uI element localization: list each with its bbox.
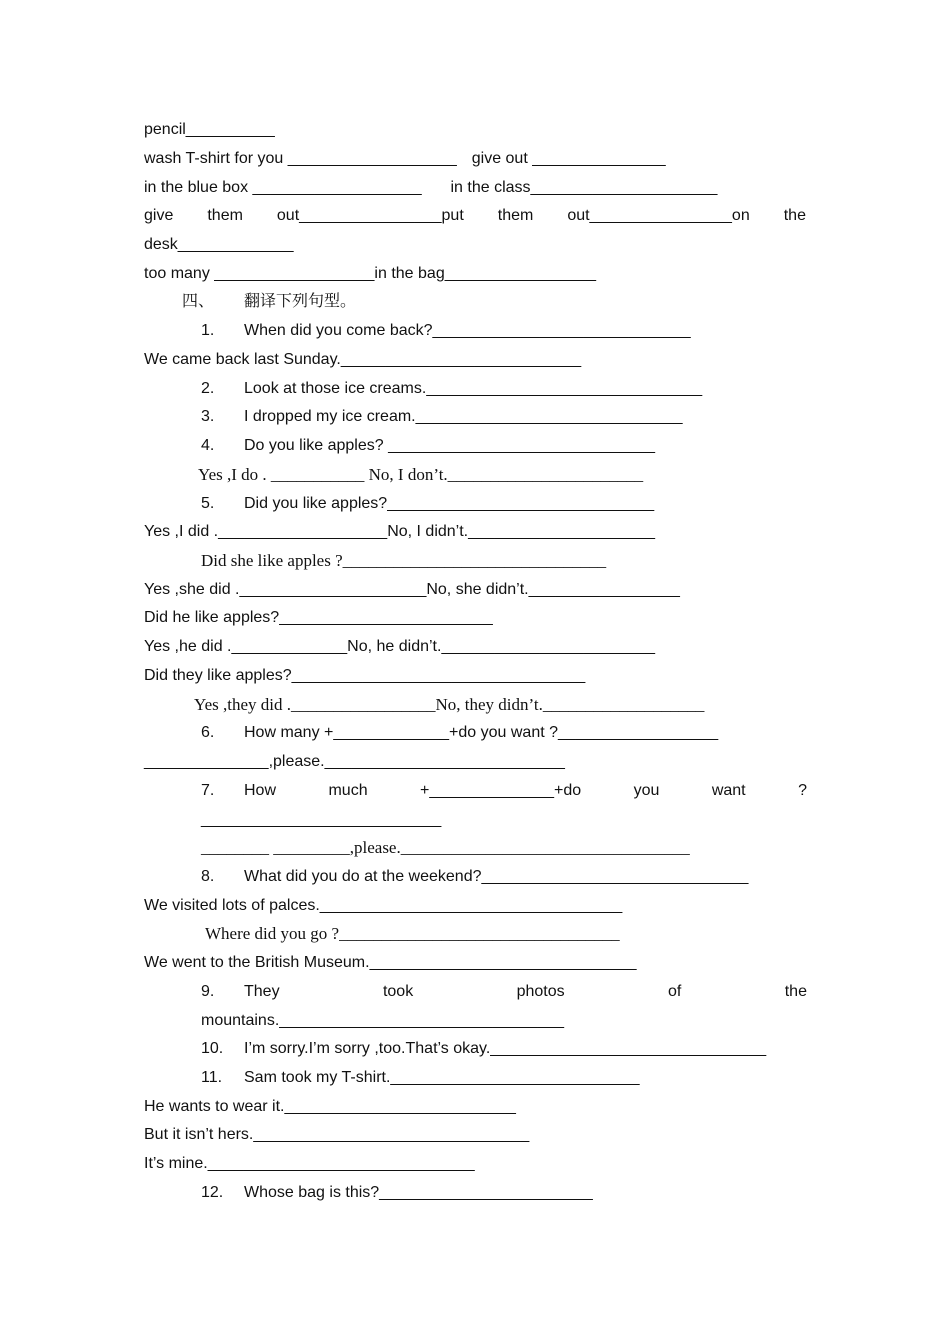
answer-line: ______________,please.___________________________ bbox=[144, 753, 565, 770]
answer-line: We visited lots of palces.__________________________________ bbox=[144, 897, 623, 914]
item-number: 5. bbox=[201, 495, 215, 512]
answer-line: Did she like apples ?_______________________________ bbox=[201, 551, 607, 570]
item-11 bbox=[201, 1064, 640, 1092]
item-number: 9. bbox=[201, 983, 215, 1000]
item-word: They bbox=[244, 983, 280, 1000]
vocab-3b: in the class_____________________ bbox=[450, 179, 718, 196]
item-text: When did you come back?_____________________________ bbox=[244, 322, 691, 339]
item-word: want bbox=[711, 782, 746, 799]
answer-line: Yes ,he did ._____________No, he didn’t.________________________ bbox=[144, 638, 655, 655]
item-4 bbox=[201, 432, 655, 460]
vocab-line-2 bbox=[144, 145, 666, 173]
vocab-line-5: desk_____________ bbox=[144, 236, 294, 253]
answer-line: Where did you go ?_________________________________ bbox=[205, 924, 620, 943]
item-6 bbox=[201, 719, 718, 747]
item-number: 8. bbox=[201, 868, 215, 885]
section-title: 翻译下列句型。 bbox=[244, 293, 357, 310]
answer-line: Yes ,I did .___________________No, I didn’t._____________________ bbox=[144, 523, 655, 540]
item-number: 2. bbox=[201, 380, 215, 397]
item-word: much bbox=[328, 782, 368, 799]
answer-line: We came back last Sunday.___________________________ bbox=[144, 351, 582, 368]
answer-line: ___________________________ bbox=[201, 811, 442, 828]
item-8 bbox=[201, 863, 748, 891]
item-text: Whose bag is this?________________________ bbox=[244, 1184, 593, 1201]
answer-line: Yes ,they did ._________________No, they didn’t.___________________ bbox=[194, 695, 705, 714]
item-number: 12. bbox=[201, 1184, 224, 1201]
item-number: 10. bbox=[201, 1040, 224, 1057]
item-9 bbox=[201, 978, 807, 1006]
vocab-2b: give out _______________ bbox=[471, 150, 666, 167]
vocab-line-4 bbox=[144, 202, 806, 230]
item-word: ? bbox=[798, 782, 807, 799]
item-word: +______________+do bbox=[420, 782, 582, 799]
item-text bbox=[244, 978, 807, 1006]
answer-line: Yes ,she did ._____________________No, she didn’t._________________ bbox=[144, 581, 680, 598]
section-number: 四、 bbox=[182, 293, 215, 310]
item-word: took bbox=[382, 983, 414, 1000]
vocab-4-word: out________________put bbox=[276, 207, 464, 224]
vocab-4-word: out________________on bbox=[567, 207, 750, 224]
item-text: Sam took my T-shirt.____________________________ bbox=[244, 1069, 640, 1086]
item-word: you bbox=[633, 782, 660, 799]
item-text: Do you like apples? ______________________________ bbox=[244, 437, 656, 454]
item-word: of bbox=[668, 983, 682, 1000]
item-word: How bbox=[244, 782, 277, 799]
item-number: 1. bbox=[201, 322, 215, 339]
vocab-line-1: pencil__________ bbox=[144, 121, 275, 138]
item-number: 11. bbox=[201, 1069, 223, 1086]
vocab-4-word: give bbox=[144, 207, 174, 224]
item-10 bbox=[201, 1035, 766, 1063]
vocab-4-word: them bbox=[497, 207, 534, 224]
answer-line: It’s mine.______________________________ bbox=[144, 1155, 475, 1172]
vocab-line-6: too many __________________in the bag_________________ bbox=[144, 265, 596, 282]
section-heading bbox=[182, 288, 356, 316]
item-12 bbox=[201, 1179, 593, 1207]
item-text: Did you like apples?______________________________ bbox=[244, 495, 655, 512]
vocab-3a: in the blue box ___________________ bbox=[144, 179, 422, 196]
vocab-line-3 bbox=[144, 174, 717, 202]
answer-line: Did he like apples?________________________ bbox=[144, 609, 493, 626]
answer-line: Yes ,I do . ___________ No, I don’t._______________________ bbox=[198, 465, 644, 484]
answer-line: We went to the British Museum.______________________________ bbox=[144, 954, 637, 971]
item-5 bbox=[201, 490, 654, 518]
item-2 bbox=[201, 375, 702, 403]
vocab-4-word: them bbox=[207, 207, 243, 224]
item-text bbox=[244, 777, 807, 805]
item-word: the bbox=[784, 983, 807, 1000]
answer-line: But it isn’t hers._______________________________ bbox=[144, 1126, 530, 1143]
item-number: 3. bbox=[201, 408, 215, 425]
item-text: How many +_____________+do you want ?__________________ bbox=[244, 724, 719, 741]
answer-line: ________ _________,please.__________________________________ bbox=[201, 838, 690, 857]
item-3 bbox=[201, 403, 683, 431]
item-number: 4. bbox=[201, 437, 215, 454]
vocab-2a: wash T-shirt for you ___________________ bbox=[144, 150, 457, 167]
answer-line: Did they like apples?_________________________________ bbox=[144, 667, 586, 684]
item-word: photos bbox=[516, 983, 565, 1000]
item-text: What did you do at the weekend?______________________________ bbox=[244, 868, 749, 885]
item-number: 6. bbox=[201, 724, 215, 741]
answer-line: mountains.________________________________ bbox=[201, 1012, 565, 1029]
vocab-4-word: the bbox=[783, 207, 806, 224]
item-text: I’m sorry.I’m sorry ,too.That’s okay._______________________________ bbox=[244, 1040, 767, 1057]
item-text: Look at those ice creams._______________________________ bbox=[244, 380, 703, 397]
item-1 bbox=[201, 317, 691, 345]
item-7 bbox=[201, 777, 807, 805]
answer-line: He wants to wear it.__________________________ bbox=[144, 1098, 516, 1115]
item-number: 7. bbox=[201, 782, 215, 799]
item-text: I dropped my ice cream.______________________________ bbox=[244, 408, 683, 425]
